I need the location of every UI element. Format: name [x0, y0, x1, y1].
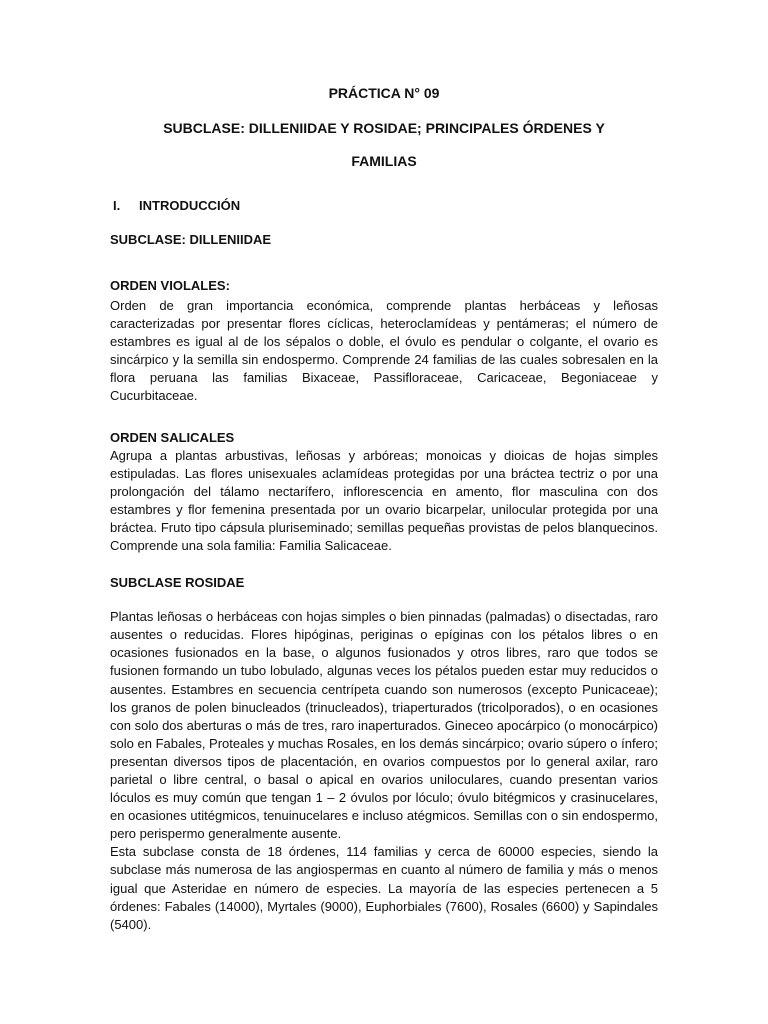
orden-violales-heading: ORDEN VIOLALES:: [110, 278, 230, 293]
intro-section-number: I.: [113, 198, 121, 213]
orden-salicales-heading: ORDEN SALICALES: [110, 429, 235, 445]
orden-violales-paragraph: Orden de gran importancia económica, comprende plantas herbáceas y leñosas caracterizadas por presentar flores cíclicas, heteroclamídeas y pentámeras; el número de estambres es igual al de los sépalos o doble, el óvulo es pendular o colgante, el ovario es sincárpico y la semilla sin endospermo. Comprende 24 familias de las cuales sobresalen en la flora peruana las familias Bixaceae, Passifloraceae, Caricaceae, Begoniaceae y Cucurbitaceae.: [110, 298, 658, 404]
document-content: [110, 85, 658, 934]
document-subtitle-line1: SUBCLASE: DILLENIIDAE Y ROSIDAE; PRINCIPALES ÓRDENES Y: [163, 120, 605, 136]
document-title: PRÁCTICA N° 09: [328, 85, 440, 101]
rosidae-paragraph-2: Esta subclase consta de 18 órdenes, 114 familias y cerca de 60000 especies, siendo la subclase más numerosa de las angiospermas en cuanto al número de familia y más o menos igual que Asteridae en número de especies. La mayoría de las especies pertenecen a 5 órdenes: Fabales (14000), Myrtales (9000), Euphorbiales (7600), Rosales (6600) y Sapindales (5400).: [110, 844, 658, 932]
intro-heading: [110, 198, 658, 214]
orden-salicales-paragraph: Agrupa a plantas arbustivas, leñosas y arbóreas; monoicas y dioicas de hojas simples estipuladas. Las flores unisexuales aclamídeas protegidas por una bráctea tectriz o por una prolongación del tálamo nectarífero, inflorescencia en amento, flor masculina con dos estambres y flor femenina presentada por un ovario bicarpelar, unilocular protegida por una bráctea. Fruto tipo cápsula pluriseminado; semillas pequeñas provistas de pelos blanquecinos. Comprende una sola familia: Familia Salicaceae.: [110, 447, 658, 554]
document-subtitle-line2: FAMILIAS: [351, 153, 417, 169]
subclase-dilleniidae-heading: SUBCLASE: DILLENIIDAE: [110, 232, 272, 247]
rosidae-paragraph-1: Plantas leñosas o herbáceas con hojas simples o bien pinnadas (palmadas) o disectadas, raro ausentes o reducidas. Flores hipóginas, periginas o epíginas con los pétalos libres o en ocasiones fusionados en la base, o algunos fusionados y otros libres, raro que todos se fusionen formando un tubo lobulado, algunas veces los pétalos pueden estar muy reducidos o ausentes. Estambres en secuencia centrípeta cuando son numerosos (excepto Punicaceae); los granos de polen binucleados (trinucleados), triaperturados (tricolporados), o en ocasiones con solo dos aberturas o más de tres, raro inaperturados. Gineceo apocárpico (o monocárpico) solo en Fabales, Proteales y muchas Rosales, en los demás sincárpico; ovario súpero o ínfero; presentan diversos tipos de placentación, en ovarios compuestos por lo general axilar, raro parietal o libre central, o basal o apical en ovarios uniloculares, cuando presentan varios lóculos es muy común que tengan 1 – 2 óvulos por lóculo; óvulo bitégmicos y crasinucelares, en ocasiones utitégmicos, tenuinucelares e incluso atégmicos. Semillas con o sin endospermo, pero perispermo generalmente ausente.: [110, 609, 658, 842]
subclase-rosidae-heading: SUBCLASE ROSIDAE: [110, 575, 245, 591]
intro-section-title: INTRODUCCIÓN: [139, 198, 241, 213]
